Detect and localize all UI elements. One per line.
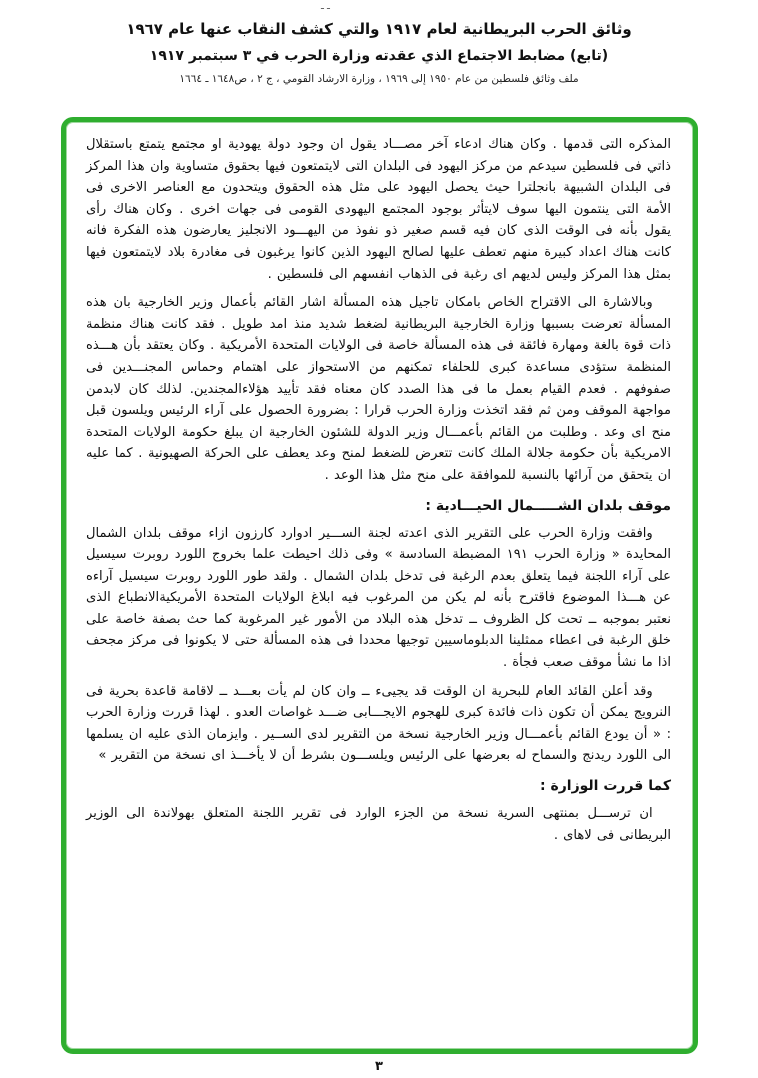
text-frame	[61, 117, 698, 1054]
body-paragraph-2: وبالاشارة الى الاقتراح الخاص بامكان تاجيل هذه المسألة اشار القائم بأعمال وزير الخارجية بان هذه المسألة تعرضت بسببها وزارة الخارجية البريطانية لضغط شديد منذ امد طويل . فقد كانت هناك منظمة ذات قوة بالغة ومهارة فائقة فى هذه المسألة خاصة فى الولايات المتحدة الأمريكية . وكان يعتقد بأن هـــذه المنظمة ستؤدى مساعدة كبرى للحلفاء تمكنهم من الاستحواز على اهتمام وحماس المجنـــدين فى صفوفهم . فعدم القيام بعمل ما فى هذا الصدد كان معناه فقد تأييد هؤلاءالمجندين. لذلك كان لابدمن مواجهة الموقف ومن ثم فقد اتخذت وزارة الحرب قرارا : بضرورة الحصول على آراء الرئيس ويلسون قبل منح اى وعد . وطلبت من القائم بأعمـــال وزير الدولة للشئون الخارجية ان يبلغ حكومة الولايات المتحدة الامريكية بأن حكومة جلالة الملك كانت تتعرض للضغط لمنح وعد يعطف على الحركة الصهيونية . كما عليه ان يتحقق من آرائها بالنسبة للموافقة على منح مثل هذا الوعد .	[86, 295, 671, 483]
handwritten-mark: ـ ـ	[320, 1, 330, 12]
body-paragraph-4: وقد أعلن القائد العام للبحرية ان الوقت قد يجيىء ــ وان كان لم يأت بعـــد ــ لاقامة قاعدة بحرية فى النرويج يمكن أن تكون ذات فائدة كبرى للهجوم الايجـــابى ضـــد غواصات العدو . لهذا قررت وزارة الحرب : « أن يودع القائم بأعمـــال وزير الخارجية نسخة من التقرير لدى الســير . وايزمان الذى عليه ان يسلمها الى اللورد ريدنج والسماح له بعرضها على الرئيس ويلســـون بشرط أن لا يأخـــذ اى نسخة من التقرير »	[86, 683, 671, 764]
body-paragraph-5: ان ترســـل بمنتهى السرية نسخة من الجزء الوارد فى تقرير اللجنة المتعلق بهولاندة الى الوزير البريطانى فى لاهاى .	[86, 806, 671, 843]
section-heading-neutral-countries: موقف بلدان الشـــــمال الحيـــادية :	[425, 497, 671, 514]
page-number: ٣	[375, 1059, 383, 1074]
body-paragraph-1: المذكره التى قدمها . وكان هناك ادعاء آخر مصـــاد يقول ان وجود دولة يهودية او مجتمع يتمتع باستقلال ذاتي فى فلسطين سيدعم من مركز اليهود فى البلدان التى لايتمتعون فيها بحقوق متساوية وان هذا المركز فى البلدان الشبيهة بانجلترا حيث يحصل اليهود على مثل هذه الحقوق ويتحدون مع العناصر الاخرى فى الأمة التى ينتمون اليها سوف لايتأثر بوجود المجتمع اليهودى القومى فى جهات اخرى . وكان هناك رأى يقول بأنه فى الوقت الذى كان فيه قسم صغير ذو نفوذ من اليهـــود الانجليز يعارضون هذه الفكرة فانه كانت هناك اعداد كبيرة منهم تعطف عليها لصالح اليهود الذين كانوا يرغبون فى مغادرة بلاد لايتمتعون فيها بمثل هذا المركز وليس لديهم اى رغبة فى الذهاب انفسهم الى فلسطين .	[86, 137, 671, 282]
body-paragraph-3: وافقت وزارة الحرب على التقرير الذى اعدته لجنة الســـير ادوارد كارزون ازاء موقف بلدان الشمال المحايدة « وزارة الحرب ١٩١ المضبطة السادسة » وفى ذلك احيطت علما بخروج اللورد روبرت سيسيل على آراء اللجنة فيما يتعلق بعدم الرغبة فى تدخل بلدان الشمال . ولقد طور اللورد روبرت سيسيل آراءه عن هـــذا الموضوع فاقترح بأنه لم يكن من المرغوب فيه ابلاغ الولايات المتحدة الأمريكيةالانطباع الذى نعتبر بموجبه ــ تحت كل الظروف ــ تدخل هذه البلاد من الأمور غير المرغوبة كما حث بصفة خاصة على خلق الرغبة فى اعطاء ممثلينا الدبلوماسيين توجيها محددا فى هذه المسألة حتى لا يكونوا فى مركز مجحف اذا ما نشأ موقف صعب فجأة .	[86, 525, 671, 671]
header-title-line2: (تابع) مضابط الاجتماع الذي عقدته وزارة الحرب في ٣ سبتمبر ١٩١٧	[149, 48, 609, 64]
header-source-line: ملف وثائق فلسطين من عام ١٩٥٠ إلى ١٩٦٩ ، وزارة الارشاد القومي ، ج ٢ ، ص١٦٤٨ ـ ١٦٦٤	[179, 73, 579, 85]
section-heading-ministry-decision: كما قررت الوزارة :	[539, 778, 671, 795]
document-header	[0, 0, 758, 85]
header-title-line1: وثائق الحرب البريطانية لعام ١٩١٧ والتي كشف النقاب عنها عام ١٩٦٧	[126, 20, 632, 38]
